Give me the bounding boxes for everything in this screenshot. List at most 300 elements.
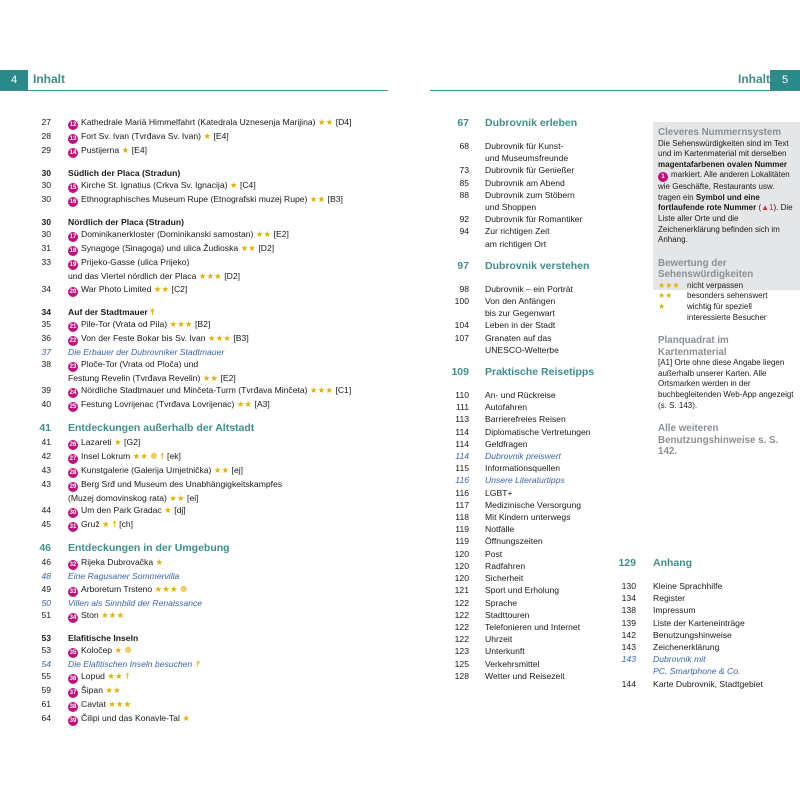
entry-text	[68, 144, 385, 158]
toc-entry	[443, 201, 623, 213]
toc-entry	[27, 670, 385, 684]
page-number: 142	[621, 629, 636, 640]
entry-text	[68, 492, 385, 504]
entry-title: Dubrovnik – ein Porträt	[485, 283, 573, 294]
toc-entry	[443, 499, 623, 511]
toc-entry	[27, 398, 385, 412]
entry-text	[68, 632, 385, 644]
entry-text	[68, 597, 385, 609]
map-grid-ref: [E4]	[129, 145, 147, 155]
entry-text	[485, 319, 623, 331]
toc-entry	[443, 474, 623, 486]
toc-entry	[27, 570, 385, 582]
entry-title: Geldfragen	[485, 438, 528, 449]
entry-title: Arboretum Trsteno	[81, 583, 153, 594]
entry-text	[68, 193, 385, 207]
toc-entry	[443, 462, 623, 474]
toc-entry	[443, 535, 623, 547]
entry-text	[485, 152, 623, 164]
toc-entry	[443, 152, 623, 164]
entry-title: Ploče-Tor (Vrata od Ploča) und	[81, 359, 199, 370]
rating-label: wichtig für speziell interessierte Besucher	[687, 302, 767, 322]
toc-entry	[27, 346, 385, 358]
entry-text	[68, 398, 385, 412]
entry-title: Šipan	[81, 685, 103, 696]
page-number: 85	[459, 177, 469, 188]
toc-entry	[443, 177, 623, 189]
entry-title: Čilipi und das Konavle-Tal	[81, 713, 180, 724]
page-number: 38	[41, 359, 51, 370]
page-number: 120	[454, 548, 469, 559]
entry-text	[485, 438, 623, 450]
spacer	[27, 623, 385, 632]
page-number: 121	[454, 585, 469, 596]
extra-symbol: ☨	[109, 519, 117, 530]
entry-title: Dubrovnik erleben	[485, 117, 578, 129]
toc-entry	[443, 295, 623, 307]
toc-entry	[27, 228, 385, 242]
entry-text	[68, 556, 385, 570]
page-number: 115	[455, 463, 469, 474]
page-number: 98	[459, 283, 469, 294]
page-number: 44	[41, 505, 51, 516]
sight-number-badge: 12	[69, 122, 77, 128]
entry-title: Die Erbauer der Dubrovniker Stadtmauer	[68, 346, 225, 357]
star-rating: ★★★	[167, 318, 193, 329]
toc-entry	[443, 658, 623, 670]
toc-entry	[443, 487, 623, 499]
page-number: 39	[41, 385, 51, 396]
toc-entry	[27, 492, 385, 504]
page-number: 48	[41, 571, 51, 582]
toc-entry	[27, 464, 385, 478]
toc-entry	[443, 597, 623, 609]
map-grid-ref: [E2]	[218, 373, 236, 384]
page-number: 97	[457, 259, 469, 272]
entry-title: Kathedrale Mariä Himmelfahrt (Katedrala Uznesenja Marijina)	[81, 117, 316, 127]
page-number	[443, 201, 469, 213]
rating-row	[658, 281, 796, 292]
entry-text	[68, 372, 385, 384]
map-grid-ref: [D4]	[333, 117, 352, 127]
entry-text	[485, 189, 623, 201]
entry-title: Barrierefreies Reisen	[485, 414, 566, 425]
numbering-text: Die Sehenswürdigkeiten sind im Text und im Kartenmaterial mit derselben magentafarbenen ovalen Nummer 1 markiert. Alle anderen Lokalitäten wie Geschäfte, Restaurants usw. tragen ein Symbol und eine fortlaufende rote Nummer (▲1). Die Liste aller Orte und die Zeichenerklärung befinden sich im Anhang.	[658, 138, 793, 245]
toc-entry	[27, 256, 385, 270]
star-rating: ★	[201, 131, 212, 141]
toc-column-left	[27, 116, 385, 726]
sight-number-badge: 34	[69, 614, 77, 621]
entry-text	[68, 346, 385, 358]
entry-text	[68, 570, 385, 582]
page-number: 34	[41, 283, 51, 294]
toc-entry	[27, 698, 385, 712]
toc-entry	[612, 580, 800, 592]
entry-title: Liste der Karteneinträge	[653, 617, 745, 628]
page-number: 125	[454, 658, 469, 669]
toc-entry	[27, 372, 385, 384]
page-number: 120	[454, 573, 469, 584]
entry-title: Zeichenerklärung	[653, 642, 720, 653]
rating-row	[658, 291, 796, 302]
entry-title: Dubrovnik mit	[653, 654, 706, 665]
sight-number-badge: 19	[69, 262, 77, 269]
entry-text	[485, 633, 623, 645]
entry-text	[68, 684, 385, 698]
entry-text	[485, 389, 623, 401]
toc-entry	[27, 384, 385, 398]
page-number: 43	[41, 479, 51, 490]
entry-title: Dubrovnik am Abend	[485, 177, 565, 188]
map-grid-ref: [dj]	[171, 505, 186, 516]
toc-entry	[443, 213, 623, 225]
entry-text	[68, 256, 385, 270]
page-number: 46	[39, 542, 51, 555]
entry-text	[485, 511, 623, 523]
entry-title: Prijeko-Gasse (ulica Prijeko)	[81, 257, 190, 268]
page-number: 29	[41, 145, 51, 155]
entry-title: Cavtat	[81, 699, 106, 710]
entry-text	[68, 464, 385, 478]
entry-title: Verkehrsmittel	[485, 658, 540, 669]
entry-text	[68, 609, 385, 623]
page-number: 41	[41, 437, 51, 448]
map-grid-ref: [ch]	[116, 519, 134, 530]
entry-title: Uhrzeit	[485, 634, 513, 645]
page-number: 30	[41, 194, 51, 205]
entry-title: Sprache	[485, 597, 518, 608]
entry-title: Gruž	[81, 519, 100, 530]
entry-text	[485, 283, 623, 295]
grid-title: Planquadrat im Kartenmaterial	[658, 335, 729, 358]
page-number: 128	[454, 670, 469, 681]
rating-title: Bewertung der Sehenswürdigkeiten	[658, 257, 754, 281]
star-rating: ★★	[315, 117, 334, 127]
page-number: 36	[41, 332, 51, 343]
star-rating: ★★	[238, 243, 256, 254]
page-number: 117	[455, 499, 469, 510]
entry-title: Öffnungszeiten	[485, 536, 543, 547]
left-header-rule	[0, 90, 388, 91]
map-grid-ref: [C1]	[333, 385, 352, 396]
page-number: 107	[454, 332, 469, 343]
entry-text	[485, 426, 623, 438]
sight-number-badge: 39	[69, 718, 77, 725]
page-number: 119	[455, 536, 469, 547]
page-number: 110	[455, 390, 469, 401]
sample-number-badge: 1	[658, 172, 668, 182]
entry-text	[68, 306, 385, 318]
page-number: 30	[41, 168, 51, 178]
sight-number-badge: 22	[69, 337, 77, 344]
entry-title: Südlich der Placa (Stradun)	[68, 168, 181, 178]
entry-title: Stadttouren	[485, 609, 530, 620]
entry-title: An- und Rückreise	[485, 390, 556, 401]
spacer	[443, 380, 623, 389]
spacer	[27, 412, 385, 421]
map-grid-ref: [C4]	[237, 180, 256, 191]
spacer	[443, 274, 623, 283]
page-number: 116	[455, 487, 469, 498]
sight-number-badge: 38	[69, 704, 77, 711]
rating-row	[658, 302, 796, 323]
toc-column-appendix	[612, 556, 800, 690]
entry-title: Von der Feste Bokar bis Sv. Ivan	[81, 332, 206, 343]
toc-entry	[443, 344, 623, 356]
entry-text	[68, 504, 385, 518]
entry-title: Entdeckungen in der Umgebung	[68, 542, 230, 555]
entry-text	[485, 140, 623, 152]
sight-number-badge: 17	[69, 234, 77, 241]
star-rating: ★★	[253, 229, 272, 240]
map-grid-ref: [ek]	[164, 451, 181, 462]
toc-entry	[27, 283, 385, 297]
sidebar	[658, 127, 796, 458]
entry-title: Lopud	[81, 671, 105, 682]
entry-title: Elafitische Inseln	[68, 632, 139, 643]
entry-text	[485, 450, 623, 462]
toc-entry	[27, 504, 385, 518]
entry-text	[68, 167, 385, 179]
toc-entry	[443, 307, 623, 319]
star-rating: ★	[161, 505, 172, 516]
spacer	[27, 158, 385, 167]
entry-title: Synagoge (Sinagoga) und ulica Žudioska	[81, 243, 239, 254]
toc-entry	[27, 167, 385, 179]
toc-entry	[27, 270, 385, 282]
page-number: 118	[455, 512, 469, 523]
entry-title: Karte Dubrovnik, Stadtgebiet	[653, 678, 763, 689]
entry-title: Berg Srđ und Museum des Unabhängigkeitskampfes	[81, 479, 283, 490]
entry-title: Pile-Tor (Vrata od Pila)	[81, 318, 168, 329]
entry-text	[68, 116, 385, 130]
spacer	[27, 297, 385, 306]
entry-title: Kleine Sprachhilfe	[653, 581, 723, 591]
entry-text	[485, 535, 623, 547]
entry-title: Kirche St. Ignatius (Crkva Sv. Ignacija)	[81, 180, 228, 191]
star-rating: ★★	[151, 283, 170, 294]
page-number: 46	[41, 557, 51, 568]
entry-text	[653, 678, 800, 690]
toc-entry	[443, 645, 623, 657]
page-number: 143	[621, 642, 636, 653]
toc-entry	[443, 548, 623, 560]
page-number: 100	[454, 296, 469, 307]
left-page-title: Inhalt	[33, 72, 65, 86]
right-header-rule	[430, 90, 800, 91]
extra-symbol: ❁ ☨	[148, 451, 165, 462]
page-number: 122	[454, 634, 469, 645]
star-rating: ★★	[130, 451, 148, 462]
page-number: 61	[41, 699, 51, 710]
rating-legend	[658, 281, 796, 323]
toc-entry	[27, 684, 385, 698]
page-number: 67	[457, 117, 469, 129]
entry-title: Leben in der Stadt	[485, 320, 556, 331]
toc-entry	[27, 242, 385, 256]
entry-text	[485, 560, 623, 572]
sight-number-badge: 35	[69, 650, 77, 657]
entry-text	[485, 658, 623, 670]
sight-number-badge: 23	[69, 364, 77, 371]
entry-title: Praktische Reisetipps	[485, 366, 595, 379]
entry-title: Anhang	[653, 557, 693, 569]
entry-text	[485, 201, 623, 213]
page-number: 51	[41, 609, 51, 620]
toc-entry	[612, 641, 800, 653]
entry-text	[485, 413, 623, 425]
page-number: 49	[41, 583, 51, 594]
toc-entry	[27, 358, 385, 372]
star-rating: ★★	[234, 399, 253, 410]
entry-text	[485, 670, 623, 682]
map-grid-ref: [ej]	[229, 465, 244, 476]
entry-title: LGBT+	[485, 487, 513, 498]
toc-entry	[612, 653, 800, 665]
page-number: 35	[41, 318, 51, 329]
rating-stars: ★	[658, 302, 666, 312]
toc-entry	[443, 670, 623, 682]
entry-text	[68, 478, 385, 492]
map-grid-ref: [B3]	[325, 194, 343, 205]
page-number: 129	[618, 557, 636, 569]
page-number: 130	[621, 581, 636, 591]
sight-number-badge: 31	[69, 524, 77, 531]
entry-text	[68, 179, 385, 193]
entry-title: Autofahren	[485, 402, 528, 413]
page-number: 34	[41, 306, 51, 317]
entry-text	[485, 584, 623, 596]
page-number: 40	[41, 399, 51, 410]
entry-text	[485, 164, 623, 176]
page-number: 45	[41, 519, 51, 530]
extra-symbol: ☨	[122, 671, 130, 682]
page-number: 59	[41, 685, 51, 696]
entry-text	[485, 462, 623, 474]
entry-title: Festung Lovrijenac (Tvrđava Lovrijenac)	[81, 399, 235, 410]
entry-title: Sport und Erholung	[485, 585, 560, 596]
star-rating: ★★	[104, 671, 123, 682]
page-number	[27, 270, 51, 282]
page-number: 120	[454, 560, 469, 571]
entry-text	[485, 332, 623, 344]
rating-label: nicht verpassen	[687, 280, 744, 290]
sight-number-badge: 14	[69, 150, 77, 156]
entry-text	[68, 712, 385, 726]
entry-text	[485, 401, 623, 413]
sight-number-badge: 37	[69, 690, 77, 697]
entry-text	[485, 572, 623, 584]
spacer	[443, 250, 623, 259]
entry-title: Granaten auf das	[485, 332, 552, 343]
entry-text	[653, 556, 800, 571]
entry-text	[653, 617, 800, 629]
entry-text	[68, 318, 385, 332]
entry-title: Die Elafitischen Inseln besuchen	[68, 659, 193, 670]
entry-title: Post	[485, 548, 503, 559]
toc-entry	[612, 604, 800, 616]
entry-text	[485, 116, 623, 131]
entry-text	[485, 238, 623, 250]
entry-text	[485, 213, 623, 225]
sight-number-badge: 33	[69, 588, 77, 595]
left-page-number-tab: 4	[0, 70, 28, 90]
spacer	[27, 532, 385, 541]
star-rating: ★★	[211, 465, 230, 476]
page-number: 116	[455, 475, 469, 486]
entry-text	[68, 698, 385, 712]
entry-title: Dubrovnik für Kunst-	[485, 141, 564, 151]
star-rating: ★★	[166, 493, 185, 504]
sight-number-badge: 18	[69, 248, 77, 255]
extra-symbol: ☨	[147, 306, 155, 317]
grid-text: [A1] Orte ohne diese Angabe liegen außerhalb unserer Karten. Alle Ortsmarken werden in der buchbegleitenden Web-App angezeigt (s. S. 143).	[658, 358, 794, 410]
page-number: 122	[454, 597, 469, 608]
page-number: 28	[41, 131, 51, 141]
entry-text	[68, 644, 385, 658]
entry-title: Unterkunft	[485, 646, 525, 657]
toc-entry	[27, 332, 385, 346]
star-rating: ★★	[102, 685, 121, 696]
entry-title: Zur richtigen Zeit	[485, 226, 550, 237]
toc-entry	[443, 164, 623, 176]
right-page-number-tab: 5	[770, 70, 800, 90]
page-number: 50	[41, 597, 51, 608]
numbering-title: Cleveres Nummernsystem	[658, 127, 782, 138]
page-number: 43	[41, 465, 51, 476]
toc-entry	[443, 609, 623, 621]
toc-entry	[443, 572, 623, 584]
page-number: 114	[455, 438, 469, 449]
entry-title: Koločep	[81, 645, 113, 656]
entry-title: und Museumsfreunde	[485, 153, 569, 164]
toc-entry	[443, 283, 623, 295]
entry-title: Impressum	[653, 605, 696, 616]
sight-number-badge: 25	[69, 404, 77, 411]
toc-entry	[27, 193, 385, 207]
page-number	[27, 492, 51, 504]
entry-title: PC, Smartphone & Co.	[653, 666, 741, 677]
entry-title: Dubrovnik für Genießer	[485, 165, 575, 176]
entry-title: Wetter und Reisezeit	[485, 670, 565, 681]
entry-title: Von den Anfängen	[485, 296, 556, 307]
extra-symbol: ❁	[122, 645, 132, 656]
entry-title: UNESCO-Welterbe	[485, 344, 559, 355]
page-number: 134	[621, 593, 636, 604]
entry-title: Entdeckungen außerhalb der Altstadt	[68, 422, 255, 435]
sight-number-badge: 20	[69, 288, 77, 295]
rating-label: besonders sehenswert	[687, 291, 768, 301]
map-grid-ref: [D2]	[255, 243, 275, 254]
right-page-title: Inhalt	[738, 72, 770, 86]
toc-entry	[27, 306, 385, 318]
entry-text	[485, 344, 623, 356]
toc-entry	[443, 450, 623, 462]
page-number: 114	[455, 426, 469, 437]
page-number: 30	[41, 229, 51, 240]
entry-text	[485, 499, 623, 511]
star-rating: ★	[153, 557, 164, 568]
entry-title: Eine Ragusaner Sommervilla	[68, 571, 180, 582]
star-rating: ★	[227, 180, 238, 191]
toc-entry	[612, 629, 800, 641]
page-number: 122	[454, 609, 469, 620]
page-number: 139	[621, 617, 636, 628]
toc-entry	[27, 644, 385, 658]
page-number: 92	[459, 214, 469, 225]
entry-title: Unsere Literaturtipps	[485, 475, 565, 486]
entry-title: Kunstgalerie (Galerija Umjetnička)	[81, 465, 212, 476]
